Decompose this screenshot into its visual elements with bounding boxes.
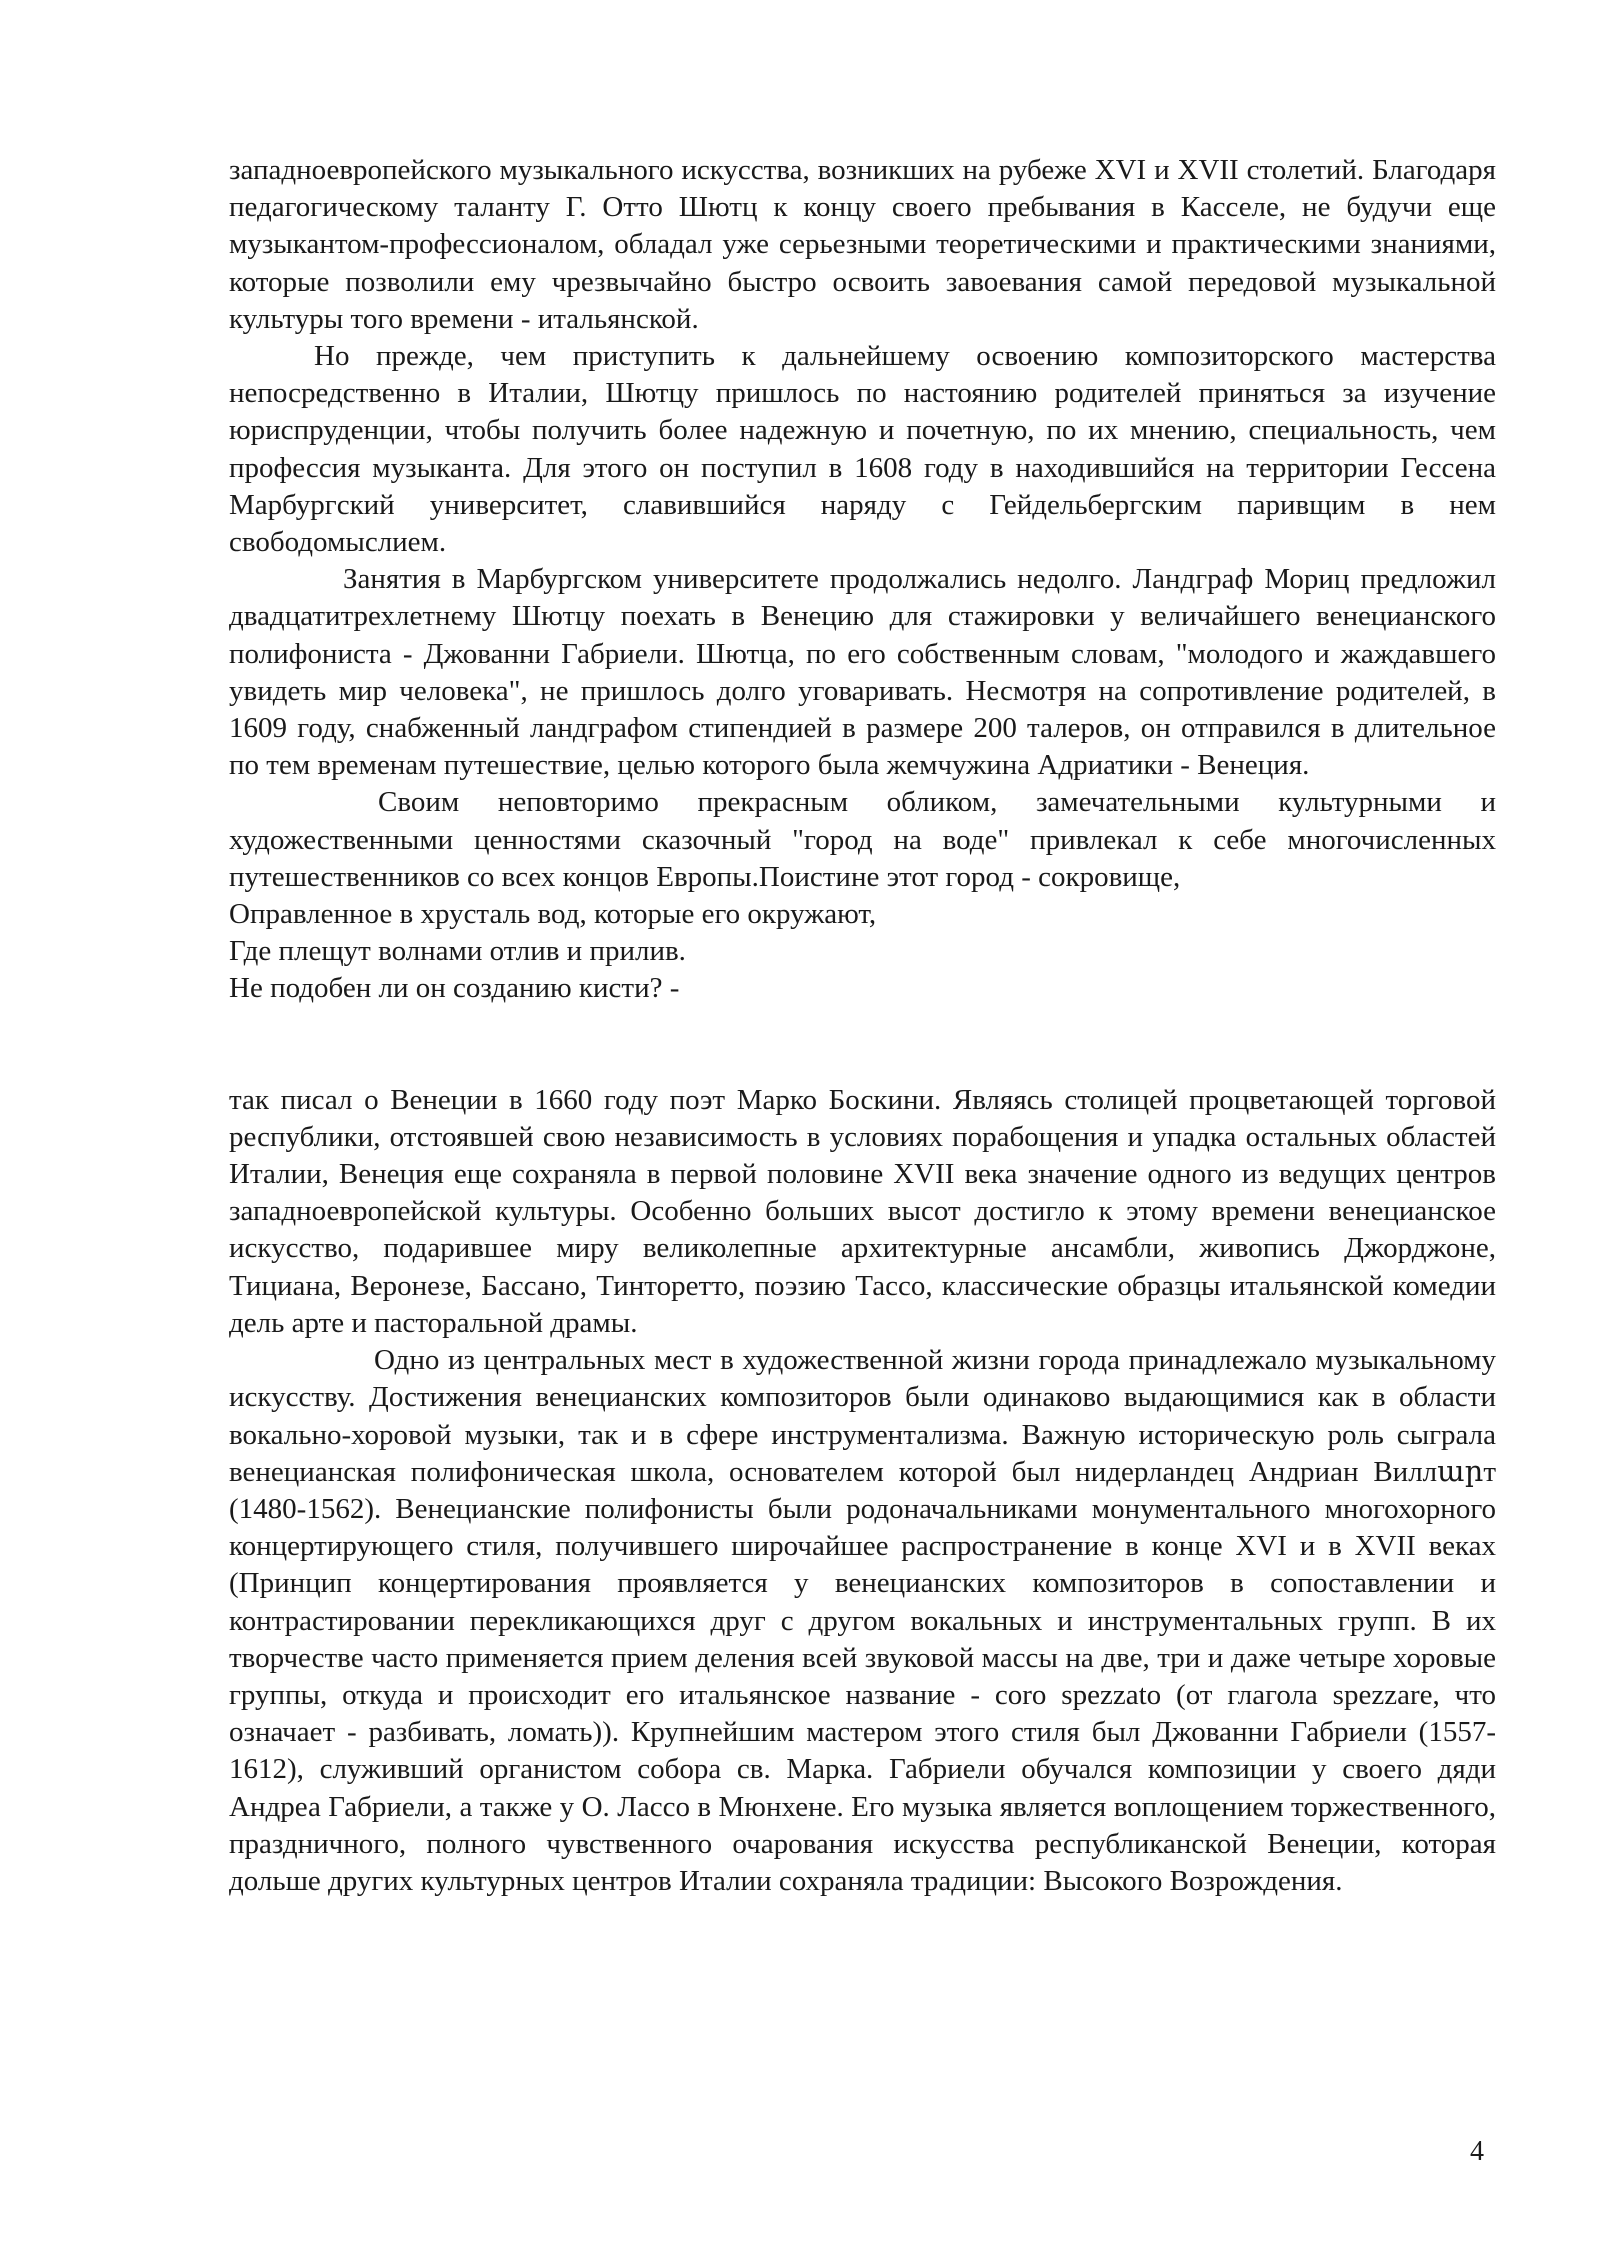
blank-space [229,1008,1496,1082]
paragraph-1: западноевропейского музыкального искусства, возникших на рубеже XVI и XVII столетий. Благодаря педагогическому таланту Г. Отто Шютц к концу своего пребывания в Касселе, не будучи еще музыкантом-профессионалом, обладал уже серьезными теоретическими и практическими знаниями, которые позволили ему чрезвычайно быстро освоить завоевания самой передовой музыкальной культуры того времени - итальянской. [229,154,1496,335]
page-number: 4 [1470,2136,1484,2167]
verse-line-1: Оправленное в хрусталь вод, которые его окружают, [229,898,877,931]
verse-line-2: Где плещут волнами отлив и прилив. [229,935,686,968]
paragraph-4: Своим неповторимо прекрасным обликом, замечательными культурными и художественными ценностями сказочный "город на воде" привлекал к себе многочисленных путешественников со всех концов Европы.Поистине этот город - сокровище, [229,786,1496,893]
paragraph-6: Одно из центральных мест в художественной жизни города принадлежало музыкальному искусству. Достижения венецианских композиторов были одинаково выдающимися как в области вокально-хоровой музыки, так и в сфере инструментализма. Важную историческую роль сыграла венецианская полифоническая школа, основателем которой был нидерландец Андриан Виллարт (1480-1562). Венецианские полифонисты были родоначальниками монументального многохорного концертирующего стиля, получившего широчайшее распространение в конце XVI и в XVII веках (Принцип концертирования проявляется у венецианских композиторов в сопоставлении и контрастировании перекликающихся друг с другом вокальных и инструментальных групп. В их творчестве часто применяется прием деления всей звуковой массы на две, три и даже четыре хоровые группы, откуда и происходит его итальянское название - coro spezzato (от глагола spezzare, что означает - разбивать, ломать)). Крупнейшим мастером этого стиля был Джованни Габриели (1557-1612), служивший органистом собора св. Марка. Габриели обучался композиции у своего дяди Андреа Габриели, а также у О. Лассо в Мюнхене. Его музыка является воплощением торжественного, праздничного, полного чувственного очарования искусства республиканской Венеции, которая дольше других культурных центров Италии сохраняла традиции: Высокого Возрождения. [229,1344,1496,1897]
text-column [229,152,1496,1900]
paragraph-2: Но прежде, чем приступить к дальнейшему освоению композиторского мастерства непосредственно в Италии, Шютцу пришлось по настоянию родителей приняться за изучение юриспруденции, чтобы получить более надежную и почетную, по их мнению, специальность, чем профессия музыканта. Для этого он поступил в 1608 году в находившийся на территории Гессена Марбургский университет, славившийся наряду с Гейдельбергским паривщим в нем свободомыслием. [229,340,1496,559]
paragraph-3: Занятия в Марбургском университете продолжались недолго. Ландграф Мориц предложил двадцатитрехлетнему Шютцу поехать в Венецию для стажировки у величайшего венецианского полифониста - Джованни Габриели. Шютца, по его собственным словам, "молодого и жаждавшего увидеть мир человека", не пришлось долго уговаривать. Несмотря на сопротивление родителей, в 1609 году, снабженный ландграфом стипендией в размере 200 талеров, он отправился в длительное по тем временам путешествие, целью которого была жемчужина Адриатики - Венеция. [229,563,1496,782]
verse-block [229,896,1496,1008]
verse-line-3: Не подобен ли он созданию кисти? - [229,972,680,1005]
paragraph-5: так писал о Венеции в 1660 году поэт Марко Боскини. Являясь столицей процветающей торговой республики, отстоявшей свою независимость в условиях порабощения и упадка остальных областей Италии, Венеция еще сохраняла в первой половине XVII века значение одного из ведущих центров западноевропейской культуры. Особенно больших высот достигло к этому времени венецианское искусство, подарившее миру великолепные архитектурные ансамбли, живопись Джорджоне, Тициана, Веронезе, Бассано, Тинторетто, поэзию Тассо, классические образцы итальянской комедии дель арте и пасторальной драмы. [229,1083,1496,1339]
